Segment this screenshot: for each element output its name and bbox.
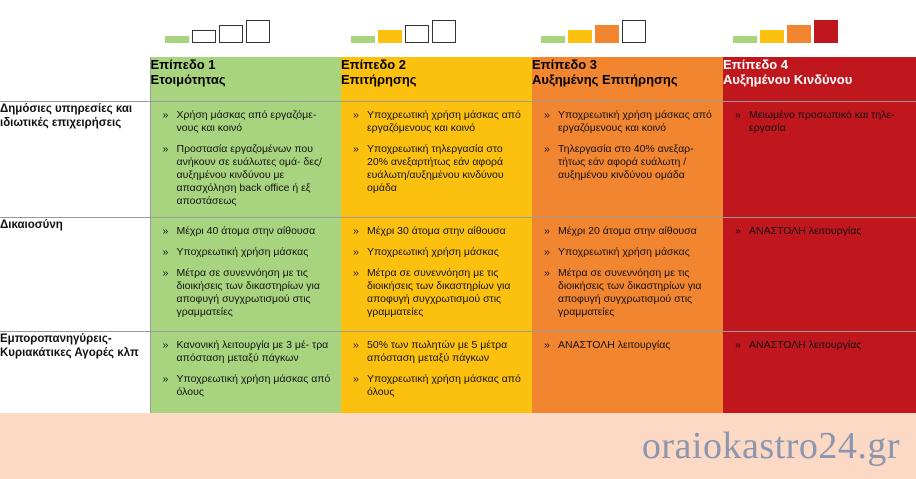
risk-meter-level-3-icon	[541, 19, 646, 43]
measure-item: » Μέτρα σε συνεννόηση με τις διοικήσεις των δικαστηρίων για αποφυγή συγχρωτισμού στις γραμματείες	[353, 267, 526, 319]
cell-level-3	[532, 101, 723, 217]
measure-item: » Προστασία εργαζομένων που ανήκουν σε ευάλωτες ομά- δες/αυξημένου κινδύνου με απασχόληση back office ή εξ αποστάσεως	[163, 143, 336, 208]
risk-meters-bar	[0, 0, 916, 57]
cell-level-4	[723, 217, 916, 331]
cell-level-2	[341, 101, 532, 217]
level-subtitle: Αυξημένου Κινδύνου	[723, 72, 853, 87]
measure-item: » Μέχρι 30 άτομα στην αίθουσα	[353, 225, 526, 238]
measure-item: » Υποχρεωτική χρήση μάσκας από εργαζόμενους και κοινό	[544, 109, 717, 135]
risk-meter-level-2-icon	[351, 19, 456, 43]
level-subtitle: Επιτήρησης	[341, 72, 417, 87]
header-corner	[0, 57, 150, 101]
measure-item: » Υποχρεωτική χρήση μάσκας	[163, 246, 336, 259]
level-1-header	[150, 57, 341, 101]
cell-level-3	[532, 217, 723, 331]
measure-item: » 50% των πωλητών με 5 μέτρα απόσταση μεταξύ πάγκων	[353, 339, 526, 365]
table-row-public-services	[0, 101, 916, 217]
cell-level-2	[341, 217, 532, 331]
level-2-header	[341, 57, 532, 101]
row-label: Δικαιοσύνη	[0, 217, 150, 331]
cell-level-1	[150, 101, 341, 217]
row-label: Δημόσιες υπηρεσίες και ιδιωτικές επιχειρήσεις	[0, 101, 150, 217]
measure-item: » Μέχρι 40 άτομα στην αίθουσα	[163, 225, 336, 238]
row-label: Εμποροπανηγύρεις- Κυριακάτικες Αγορές κλπ	[0, 331, 150, 413]
measure-item: » Μέχρι 20 άτομα στην αίθουσα	[544, 225, 717, 238]
measure-item: » Υποχρεωτική χρήση μάσκας από όλους	[163, 373, 336, 399]
measure-item: » Υποχρεωτική τηλεργασία στο 20% ανεξαρτήτως εάν αφορά ευάλωτη/αυξημένου κινδύνου ομάδα	[353, 143, 526, 195]
level-title: Επίπεδο 3	[532, 57, 598, 72]
measure-item: » ΑΝΑΣΤΟΛΗ λειτουργίας	[544, 339, 717, 352]
cell-level-1	[150, 217, 341, 331]
cell-level-2	[341, 331, 532, 413]
cell-level-3	[532, 331, 723, 413]
measure-item: » Υποχρεωτική χρήση μάσκας από εργαζόμενους και κοινό	[353, 109, 526, 135]
measure-item: » Μειωμένο προσωπικό και τηλε-εργασία	[735, 109, 910, 135]
measure-item: » Υποχρεωτική χρήση μάσκας από όλους	[353, 373, 526, 399]
measure-item: » Μέτρα σε συνεννόηση με τις διοικήσεις των δικαστηρίων για αποφυγή συγχρωτισμού στις γραμματείες	[544, 267, 717, 319]
level-title: Επίπεδο 4	[723, 57, 789, 72]
risk-meter-level-1-icon	[165, 19, 270, 43]
measure-item: » ΑΝΑΣΤΟΛΗ λειτουργίας	[735, 339, 910, 352]
level-subtitle: Αυξημένης Επιτήρησης	[532, 72, 678, 87]
measure-item: » ΑΝΑΣΤΟΛΗ λειτουργίας	[735, 225, 910, 238]
measure-item: » Τηλεργασία στο 40% ανεξαρ- τήτως εάν αφορά ευάλωτη / αυξημένου κινδύνου ομάδα	[544, 143, 717, 182]
table-row-justice	[0, 217, 916, 331]
cell-level-4	[723, 331, 916, 413]
cell-level-4	[723, 101, 916, 217]
level-subtitle: Ετοιμότητας	[150, 72, 226, 87]
level-header-row	[0, 57, 916, 101]
measure-item: » Χρήση μάσκας από εργαζόμε- νους και κοινό	[163, 109, 336, 135]
level-3-header	[532, 57, 723, 101]
level-4-header	[723, 57, 916, 101]
table-row-markets	[0, 331, 916, 413]
measure-item: » Υποχρεωτική χρήση μάσκας	[544, 246, 717, 259]
level-title: Επίπεδο 2	[341, 57, 407, 72]
cell-level-1	[150, 331, 341, 413]
risk-meter-level-4-icon	[733, 19, 838, 43]
measure-item: » Μέτρα σε συνεννόηση με τις διοικήσεις των δικαστηρίων για αποφυγή συγχρωτισμού στις γραμματείες	[163, 267, 336, 319]
measure-item: » Υποχρεωτική χρήση μάσκας	[353, 246, 526, 259]
site-watermark: oraiokastro24.gr	[641, 425, 900, 467]
measures-table	[0, 57, 916, 413]
level-title: Επίπεδο 1	[150, 57, 216, 72]
measure-item: » Κανονική λειτουργία με 3 μέ- τρα απόσταση μεταξύ πάγκων	[163, 339, 336, 365]
